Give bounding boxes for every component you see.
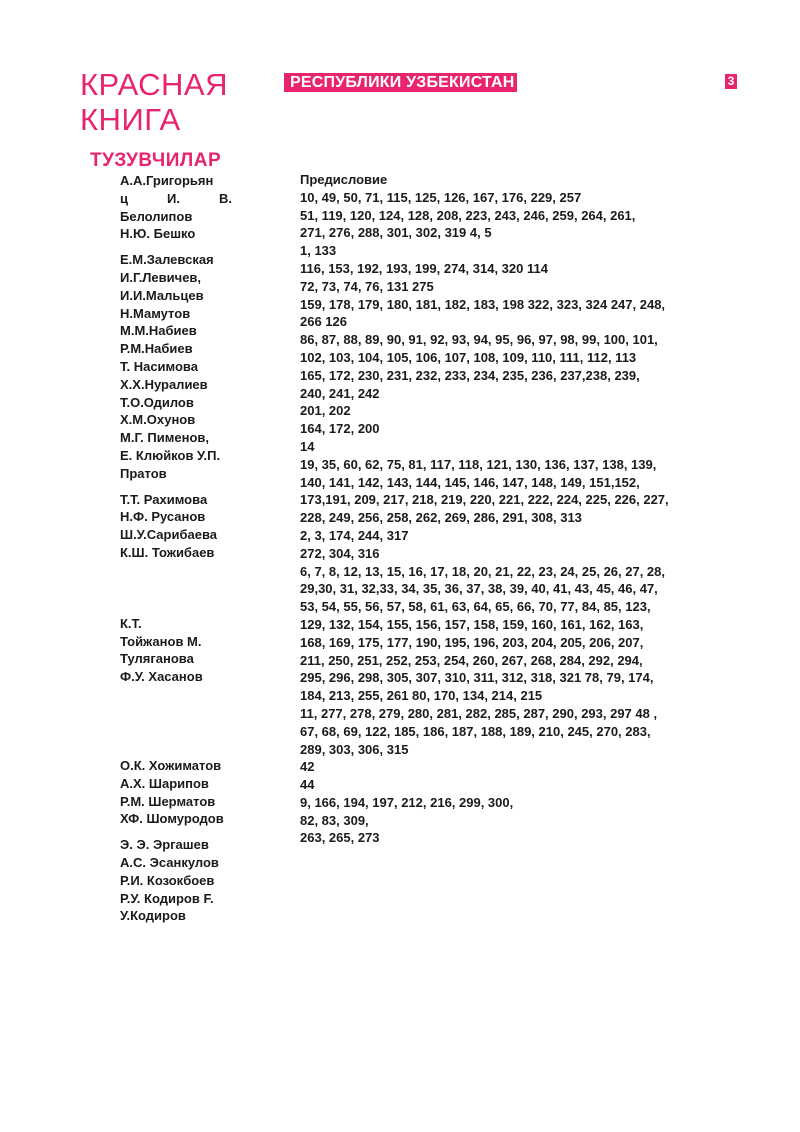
- author-name: Белолипов: [120, 208, 193, 224]
- author-name: Ф.У. Хасанов: [120, 669, 203, 685]
- page-line: 164, 172, 200: [300, 421, 380, 437]
- author-name: К.Т.: [120, 615, 142, 631]
- page-line: 159, 178, 179, 180, 181, 182, 183, 198 322, 323, 324 247, 248,: [300, 296, 666, 312]
- page-line: 168, 169, 175, 177, 190, 195, 196, 203, 204, 205, 206, 207,: [300, 634, 644, 650]
- author-name: Р.И. Козокбоев: [120, 872, 215, 888]
- author-name: И.И.Мальцев: [120, 287, 204, 303]
- author-name-part: ц: [120, 190, 128, 206]
- author-name: Т.О.Одилов: [120, 394, 194, 410]
- page-line: Предисловие: [300, 172, 388, 187]
- author-name: Н.Ф. Русанов: [120, 509, 206, 525]
- author-name: Туляганова: [120, 651, 194, 667]
- author-name: Т.Т. Рахимова: [120, 491, 208, 507]
- page-line: 6, 7, 8, 12, 13, 15, 16, 17, 18, 20, 21, 22, 23, 24, 25, 26, 27, 28,: [300, 563, 666, 579]
- author-name-part: В.: [219, 190, 232, 206]
- page-line: 266 126: [300, 314, 347, 330]
- page-line: 42: [300, 759, 315, 775]
- authors-column: [120, 172, 232, 925]
- author-name: Е.М.Залевская: [120, 252, 214, 268]
- page-line: 211, 250, 251, 252, 253, 254, 260, 267, 268, 284, 292, 294,: [300, 652, 643, 668]
- section-heading: ТУЗУВЧИЛАР: [90, 150, 222, 171]
- page-line: 295, 296, 298, 305, 307, 310, 311, 312, 318, 321 78, 79, 174,: [300, 670, 654, 686]
- author-name: М.М.Набиев: [120, 323, 197, 339]
- pages-column: [300, 171, 710, 847]
- page-line: 2, 3, 174, 244, 317: [300, 527, 409, 543]
- page-line: 19, 35, 60, 62, 75, 81, 117, 118, 121, 130, 136, 137, 138, 139,: [300, 456, 657, 472]
- spacer: [120, 739, 232, 757]
- spacer: [120, 483, 232, 491]
- page-line: 289, 303, 306, 315: [300, 741, 409, 757]
- page-line: 263, 265, 273: [300, 830, 380, 846]
- republic-banner: РЕСПУБЛИКИ УЗБЕКИСТАН: [284, 73, 517, 92]
- page-line: 271, 276, 288, 301, 302, 319 4, 5: [300, 225, 492, 241]
- page-line: 201, 202: [300, 403, 351, 419]
- author-name: Пратов: [120, 465, 167, 481]
- page-line: 82, 83, 309,: [300, 812, 369, 828]
- page-line: 44: [300, 777, 315, 793]
- page-line: 29,30, 31, 32,33, 34, 35, 36, 37, 38, 39, 40, 41, 43, 45, 46, 47,: [300, 581, 658, 597]
- page-line: 272, 304, 316: [300, 545, 380, 561]
- author-name: Э. Э. Эргашев: [120, 837, 209, 853]
- page-line: 51, 119, 120, 124, 128, 208, 223, 243, 246, 259, 264, 261,: [300, 207, 636, 223]
- author-name: Р.У. Кодиров F.: [120, 890, 214, 906]
- author-name: Р.М. Шерматов: [120, 793, 216, 809]
- page-line: 86, 87, 88, 89, 90, 91, 92, 93, 94, 95, 96, 97, 98, 99, 100, 101,: [300, 332, 658, 348]
- page-line: 10, 49, 50, 71, 115, 125, 126, 167, 176, 229, 257: [300, 189, 582, 205]
- page-line: 165, 172, 230, 231, 232, 233, 234, 235, 236, 237,238, 239,: [300, 367, 640, 383]
- page-line: 129, 132, 154, 155, 156, 157, 158, 159, 160, 161, 162, 163,: [300, 616, 644, 632]
- author-name: Н.Мамутов: [120, 305, 191, 321]
- page-line: 116, 153, 192, 193, 199, 274, 314, 320 114: [300, 260, 548, 276]
- author-name: У.Кодиров: [120, 908, 186, 924]
- author-name: А.Х. Шарипов: [120, 775, 209, 791]
- author-name: ХФ. Шомуродов: [120, 811, 224, 827]
- page-line: 228, 249, 256, 258, 262, 269, 286, 291, 308, 313: [300, 510, 582, 526]
- author-name: Тойжанов М.: [120, 633, 202, 649]
- author-name: Х.М.Охунов: [120, 412, 196, 428]
- spacer: [120, 828, 232, 836]
- author-name-justified: [120, 190, 232, 208]
- page-line: 53, 54, 55, 56, 57, 58, 61, 63, 64, 65, 66, 70, 77, 84, 85, 123,: [300, 599, 651, 615]
- spacer: [120, 686, 232, 739]
- author-name-part: И.: [167, 190, 180, 206]
- page-line: 184, 213, 255, 261 80, 170, 134, 214, 215: [300, 688, 543, 704]
- page-line: 72, 73, 74, 76, 131 275: [300, 278, 434, 294]
- author-name: Ш.У.Сарибаева: [120, 527, 217, 543]
- author-name: М.Г. Пименов,: [120, 430, 209, 446]
- author-name: А.С. Эсанкулов: [120, 854, 219, 870]
- author-name: Е. Клюйков У.П.: [120, 447, 221, 463]
- author-name: Н.Ю. Бешко: [120, 226, 196, 242]
- author-name: Р.М.Набиев: [120, 341, 193, 357]
- author-name: И.Г.Левичев,: [120, 269, 202, 285]
- title-krasnaya: КРАСНАЯ: [80, 67, 228, 102]
- page-line: 14: [300, 438, 315, 454]
- title-kniga: КНИГА: [80, 102, 181, 137]
- author-name: А.А.Григорьян: [120, 173, 214, 188]
- page-line: 173,191, 209, 217, 218, 219, 220, 221, 222, 224, 225, 226, 227,: [300, 492, 669, 508]
- author-name: О.К. Хожиматов: [120, 757, 222, 773]
- page-line: 1, 133: [300, 243, 337, 259]
- spacer: [120, 243, 232, 251]
- page-line: 67, 68, 69, 122, 185, 186, 187, 188, 189, 210, 245, 270, 283,: [300, 723, 651, 739]
- page-line: 240, 241, 242: [300, 385, 380, 401]
- page-number: 3: [725, 74, 737, 89]
- author-name: Х.Х.Нуралиев: [120, 376, 208, 392]
- page-line: 9, 166, 194, 197, 212, 216, 299, 300,: [300, 794, 514, 810]
- page-line: 102, 103, 104, 105, 106, 107, 108, 109, 110, 111, 112, 113: [300, 349, 637, 365]
- page-line: 11, 277, 278, 279, 280, 281, 282, 285, 287, 290, 293, 297 48 ,: [300, 705, 658, 721]
- author-name: Т. Насимова: [120, 358, 198, 374]
- spacer: [120, 562, 232, 615]
- page-line: 140, 141, 142, 143, 144, 145, 146, 147, 148, 149, 151,152,: [300, 474, 640, 490]
- author-name: К.Ш. Тожибаев: [120, 544, 215, 560]
